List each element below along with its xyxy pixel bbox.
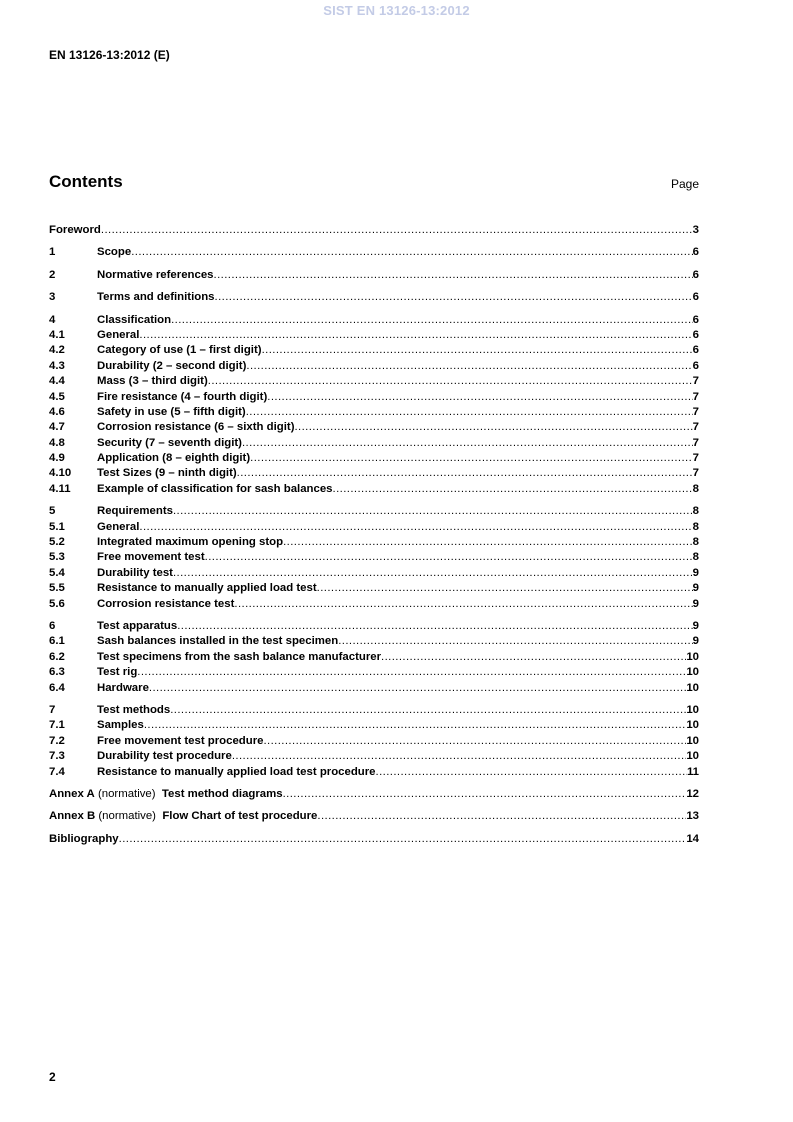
toc-dot-leader: [170, 703, 686, 718]
toc-entry-number: 5.2: [49, 536, 65, 549]
toc-entry-page: 9: [692, 635, 699, 648]
toc-entry[interactable]: [49, 749, 699, 764]
toc-dot-leader: [139, 520, 692, 535]
toc-entry-number: 6.4: [49, 681, 65, 694]
toc-entry[interactable]: [49, 390, 699, 405]
toc-dot-leader: [376, 765, 687, 780]
toc-entry[interactable]: [49, 650, 699, 665]
toc-entry[interactable]: [49, 703, 699, 718]
toc-entry[interactable]: [49, 328, 699, 343]
toc-entry-page: 10: [686, 750, 699, 763]
toc-dot-leader: [215, 290, 693, 305]
toc-entry-title: Free movement test: [97, 551, 205, 564]
toc-entry-title: Resistance to manually applied load test procedure: [97, 765, 376, 778]
toc-entry[interactable]: [49, 451, 699, 466]
toc-entry-title: Resistance to manually applied load test: [97, 582, 317, 595]
toc-entry[interactable]: [49, 734, 699, 749]
toc-entry[interactable]: [49, 245, 699, 260]
toc-entry-title: Hardware: [97, 681, 149, 694]
toc-group: [49, 268, 699, 283]
toc-entry-title: Bibliography: [49, 832, 119, 845]
toc-entry-page: 7: [692, 421, 699, 434]
toc-dot-leader: [234, 597, 692, 612]
toc-entry-page: 9: [692, 619, 699, 632]
toc-entry-title: Fire resistance (4 – fourth digit): [97, 390, 268, 403]
toc-dot-leader: [246, 405, 693, 420]
toc-dot-leader: [119, 832, 687, 847]
toc-dot-leader: [101, 223, 693, 238]
toc-dot-leader: [149, 681, 686, 696]
toc-entry-number: 4.9: [49, 452, 65, 465]
toc-entry-page: 7: [692, 405, 699, 418]
toc-entry-page: 6: [692, 359, 699, 372]
toc-entry[interactable]: [49, 597, 699, 612]
toc-entry-page: 10: [686, 734, 699, 747]
toc-dot-leader: [283, 787, 687, 802]
toc-entry-number: 4.2: [49, 344, 65, 357]
toc-entry-number: 7.1: [49, 719, 65, 732]
toc-entry-number: 5.4: [49, 566, 65, 579]
toc-entry-number: 4.7: [49, 421, 65, 434]
toc-entry[interactable]: [49, 535, 699, 550]
toc-entry[interactable]: [49, 290, 699, 305]
toc-entry-title: Terms and definitions: [97, 291, 215, 304]
toc-entry-title: Mass (3 – third digit): [97, 375, 208, 388]
toc-dot-leader: [267, 390, 692, 405]
toc-group: [49, 809, 699, 824]
toc-entry[interactable]: [49, 520, 699, 535]
toc-entry-page: 7: [692, 452, 699, 465]
toc-dot-leader: [338, 634, 692, 649]
toc-entry-number: 7.2: [49, 734, 65, 747]
toc-entry-title: Application (8 – eighth digit): [97, 452, 251, 465]
toc-entry-number: 4.10: [49, 467, 72, 480]
toc-entry-title: Durability (2 – second digit): [97, 359, 247, 372]
toc-entry-title: Test specimens from the sash balance manufacturer: [97, 650, 382, 663]
toc-group: [49, 703, 699, 780]
toc-entry-number: 4.11: [49, 482, 71, 495]
toc-entry-title: Durability test: [97, 566, 173, 579]
toc-entry-number: 4.4: [49, 375, 65, 388]
toc-entry-page: 10: [686, 703, 699, 716]
toc-entry-title: Classification: [97, 313, 172, 326]
toc-entry[interactable]: [49, 268, 699, 283]
toc-annex-label: Annex A: [49, 787, 95, 800]
toc-annex-type: (normative): [98, 810, 156, 823]
toc-group: [49, 619, 699, 696]
toc-entry[interactable]: [49, 374, 699, 389]
toc-entry[interactable]: [49, 313, 699, 328]
toc-dot-leader: [317, 581, 693, 596]
toc-annex-type: (normative): [97, 787, 156, 800]
toc-dot-leader: [137, 665, 686, 680]
toc-entry-page: 8: [692, 482, 699, 495]
toc-dot-leader: [144, 718, 686, 733]
toc-entry[interactable]: [49, 436, 699, 451]
toc-entry-number: 4: [49, 313, 56, 326]
toc-entry-page: 9: [692, 597, 699, 610]
toc-entry[interactable]: [49, 681, 699, 696]
toc-entry-number: 7: [49, 703, 56, 716]
toc-entry-page: 7: [692, 390, 699, 403]
toc-entry-number: 4.6: [49, 405, 65, 418]
toc-entry-title: Foreword: [49, 224, 101, 236]
watermark: SIST EN 13126-13:2012: [323, 3, 470, 18]
toc-entry-title: Example of classification for sash balances: [97, 482, 333, 495]
toc-dot-leader: [317, 809, 686, 824]
toc-entry-page: 11: [686, 765, 699, 778]
toc-entry-number: 5.5: [49, 582, 65, 595]
toc-entry-number: 4.8: [49, 436, 65, 449]
toc-entry-number: 6.2: [49, 650, 65, 663]
toc-entry-title: Test method diagrams: [161, 787, 283, 800]
toc-group: [49, 290, 699, 305]
toc-entry-page: 6: [692, 328, 699, 341]
toc-group: [49, 313, 699, 498]
toc-dot-leader: [208, 374, 693, 389]
toc-entry-title: Integrated maximum opening stop: [97, 536, 284, 549]
contents-title: Contents: [49, 172, 123, 191]
toc-entry[interactable]: [49, 405, 699, 420]
toc-entry-page: 10: [686, 650, 699, 663]
toc-entry[interactable]: [49, 482, 699, 497]
toc-entry-page: 8: [692, 551, 699, 564]
toc-entry-number: 3: [49, 291, 56, 304]
toc-entry-number: 1: [49, 246, 56, 259]
toc-entry-page: 10: [686, 666, 699, 679]
toc-entry-title: Safety in use (5 – fifth digit): [97, 405, 246, 418]
toc-entry[interactable]: [49, 466, 699, 481]
toc-entry-number: 4.3: [49, 359, 65, 372]
toc-entry[interactable]: [49, 566, 699, 581]
toc-entry-page: 7: [692, 436, 699, 449]
toc-entry[interactable]: [49, 832, 699, 847]
table-of-contents: [49, 223, 699, 854]
toc-entry-page: 10: [686, 719, 699, 732]
toc-entry[interactable]: [49, 619, 699, 634]
toc-entry-page: 10: [686, 681, 699, 694]
page-number: 2: [49, 1070, 56, 1084]
toc-annex-label: Annex B: [49, 810, 96, 823]
toc-entry-page: 8: [692, 520, 699, 533]
toc-entry-page: 7: [692, 467, 699, 480]
toc-entry-number: 6: [49, 619, 56, 632]
toc-entry-number: 5.1: [49, 520, 65, 533]
toc-entry-title: General: [97, 520, 140, 533]
toc-dot-leader: [173, 566, 693, 581]
toc-group: [49, 787, 699, 802]
toc-entry[interactable]: [49, 634, 699, 649]
toc-entry-page: 6: [692, 246, 699, 259]
toc-entry-number: 5.6: [49, 597, 65, 610]
toc-entry-title: Durability test procedure: [97, 750, 232, 763]
toc-entry[interactable]: [49, 718, 699, 733]
toc-dot-leader: [232, 749, 687, 764]
toc-entry-title: Sash balances installed in the test specimen: [97, 635, 339, 648]
toc-entry-number: 5.3: [49, 551, 65, 564]
toc-entry-number: 7.3: [49, 750, 65, 763]
toc-entry-title: Requirements: [97, 505, 173, 518]
toc-group: [49, 223, 699, 238]
toc-entry-page: 6: [692, 268, 699, 281]
toc-entry-title: Test methods: [97, 703, 171, 716]
toc-entry-title: Samples: [97, 719, 144, 732]
toc-entry-number: 2: [49, 268, 56, 281]
toc-entry-page: 14: [686, 832, 699, 845]
document-id: EN 13126-13:2012 (E): [49, 48, 170, 62]
toc-dot-leader: [263, 734, 686, 749]
toc-entry[interactable]: [49, 765, 699, 780]
toc-entry[interactable]: [49, 809, 699, 824]
toc-dot-leader: [381, 650, 686, 665]
toc-entry-title: Test Sizes (9 – ninth digit): [97, 467, 237, 480]
toc-group: [49, 504, 699, 612]
toc-dot-leader: [131, 245, 692, 260]
toc-dot-leader: [171, 313, 693, 328]
toc-entry-title: General: [97, 328, 140, 341]
toc-entry-number: 4.1: [49, 328, 65, 341]
toc-entry-title: Test apparatus: [97, 619, 178, 632]
toc-dot-leader: [333, 482, 693, 497]
toc-entry-page: 13: [686, 810, 699, 823]
toc-entry[interactable]: [49, 359, 699, 374]
toc-entry-page: 3: [692, 224, 699, 236]
toc-entry-title: Category of use (1 – first digit): [97, 344, 262, 357]
toc-entry-title: Scope: [97, 246, 132, 259]
toc-entry[interactable]: [49, 581, 699, 596]
toc-entry-page: 6: [692, 291, 699, 304]
toc-entry-page: 7: [692, 375, 699, 388]
toc-dot-leader: [173, 504, 693, 519]
toc-group: [49, 832, 699, 847]
toc-entry-title: Normative references: [97, 268, 214, 281]
toc-entry[interactable]: [49, 504, 699, 519]
toc-entry-title: Free movement test procedure: [97, 734, 264, 747]
toc-entry-page: 8: [692, 536, 699, 549]
toc-group: [49, 245, 699, 260]
page-column-header: Page: [670, 177, 699, 191]
toc-entry[interactable]: [49, 420, 699, 435]
toc-dot-leader: [294, 420, 692, 435]
toc-dot-leader: [205, 550, 693, 565]
toc-dot-leader: [250, 451, 693, 466]
toc-entry-page: 6: [692, 313, 699, 326]
toc-dot-leader: [177, 619, 692, 634]
toc-entry-title: Corrosion resistance test: [97, 597, 235, 610]
toc-entry[interactable]: [49, 550, 699, 565]
toc-entry[interactable]: [49, 787, 699, 802]
toc-dot-leader: [283, 535, 693, 550]
toc-entry[interactable]: [49, 343, 699, 358]
toc-entry-number: 6.3: [49, 666, 65, 679]
toc-entry-number: 7.4: [49, 765, 65, 778]
toc-dot-leader: [262, 343, 693, 358]
toc-dot-leader: [246, 359, 692, 374]
toc-entry-title: Corrosion resistance (6 – sixth digit): [97, 421, 295, 434]
toc-entry-title: Security (7 – seventh digit): [97, 436, 242, 449]
toc-dot-leader: [139, 328, 692, 343]
toc-entry[interactable]: [49, 665, 699, 680]
toc-entry-page: 12: [686, 787, 699, 800]
toc-entry-number: 6.1: [49, 635, 65, 648]
toc-entry-page: 9: [692, 566, 699, 579]
toc-entry-number: 4.5: [49, 390, 65, 403]
toc-entry-number: 5: [49, 505, 56, 518]
toc-entry-page: 6: [692, 344, 699, 357]
toc-dot-leader: [237, 466, 693, 481]
toc-entry-title: Flow Chart of test procedure: [162, 810, 318, 823]
toc-entry[interactable]: [49, 223, 699, 238]
toc-entry-page: 8: [692, 505, 699, 518]
toc-dot-leader: [242, 436, 693, 451]
toc-dot-leader: [214, 268, 693, 283]
toc-entry-title: Test rig: [97, 666, 138, 679]
toc-entry-page: 9: [692, 582, 699, 595]
